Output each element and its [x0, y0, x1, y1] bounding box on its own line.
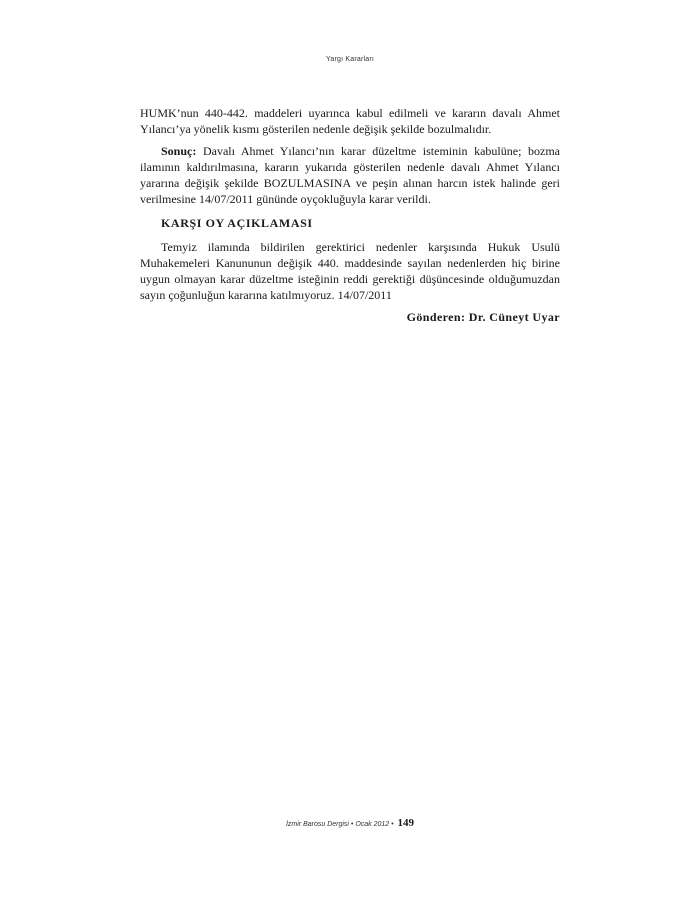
paragraph-humk: HUMK’nun 440-442. maddeleri uyarınca kabul edilmeli ve kararın davalı Ahmet Yılancı’ya yönelik kısmı gösterilen nedenle değişik şekilde bozulmalıdır.	[140, 106, 560, 136]
running-header: Yargı Kararları	[326, 56, 374, 63]
issue-date: Ocak 2012	[355, 821, 390, 828]
conclusion-label: Sonuç:	[161, 144, 197, 158]
conclusion-paragraph	[140, 143, 560, 207]
footer-separator: •	[348, 821, 356, 828]
dissent-heading: KARŞI OY AÇIKLAMASI	[161, 216, 313, 230]
document-body	[140, 105, 560, 331]
footer-separator: •	[389, 821, 396, 828]
page-footer	[0, 817, 700, 829]
journal-name: İzmir Barosu Dergisi	[285, 821, 349, 828]
signature: Gönderen: Dr. Cüneyt Uyar	[406, 310, 560, 324]
dissent-paragraph: Temyiz ilamında bildirilen gerektirici nedenler karşısında Hukuk Usulü Muhakemeleri Kanununun değişik 440. maddesinde sayılan nedenlerden hiç birine uygun olmayan karar düzeltme isteğinin reddi gerektiği düşüncesinde olduğumuzdan sayın çoğunluğun kararına katılmıyoruz. 14/07/2011	[140, 240, 560, 302]
conclusion-text: Davalı Ahmet Yılancı’nın karar düzeltme isteminin kabulüne; bozma ilamının kaldırılmasına, kararın yukarıda gösterilen nedenle davalı Ahmet Yılancı yararına değişik şekilde BOZULMASINA ve peşin alınan harcın istek halinde geri verilmesine 14/07/2011 gününde oyçokluğuyla karar verildi.	[140, 144, 560, 206]
page-number: 149	[397, 817, 415, 829]
